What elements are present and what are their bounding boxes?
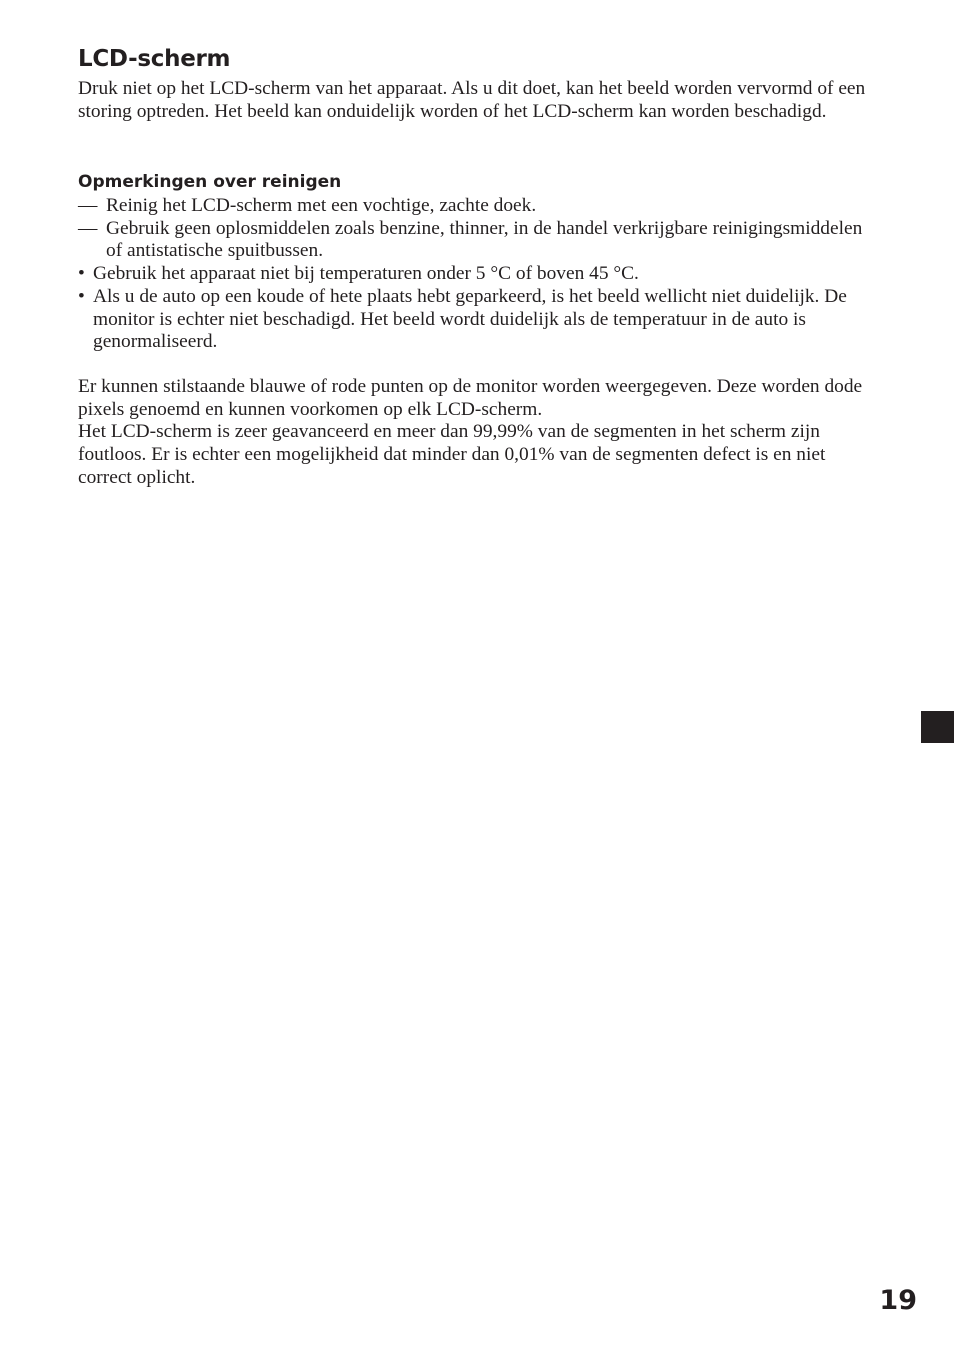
dash-marker: — [78, 195, 98, 216]
bullet-marker: • [78, 263, 85, 285]
cleaning-notes-list [78, 195, 878, 354]
list-item [78, 195, 878, 218]
intro-paragraph: Druk niet op het LCD-scherm van het apparaat. Als u dit doet, kan het beeld worden vervormd of een storing optreden. Het beeld kan onduidelijk worden of het LCD-scherm kan worden beschadigd. [78, 78, 866, 122]
bullet-marker: • [78, 285, 85, 307]
page-number: 19 [879, 1285, 917, 1316]
dead-pixels-paragraph: Er kunnen stilstaande blauwe of rode punten op de monitor worden weergegeven. Deze worden dode pixels genoemd en kunnen voorkomen op elk LCD-scherm. [78, 376, 863, 420]
list-item-text: Gebruik het apparaat niet bij temperaturen onder 5 °C of boven 45 °C. [93, 263, 639, 285]
dead-pixels-section [78, 376, 868, 490]
section-tab-marker [921, 711, 954, 743]
list-item [78, 263, 878, 286]
list-item-text: Gebruik geen oplosmiddelen zoals benzine, thinner, in de handel verkrijgbare reinigingsmiddelen of antistatische spuitbussen. [106, 217, 863, 262]
list-item-text: Reinig het LCD-scherm met een vochtige, zachte doek. [106, 195, 537, 216]
section-heading: LCD-scherm [78, 46, 231, 72]
list-item [78, 286, 878, 354]
lcd-segments-paragraph: Het LCD-scherm is zeer geavanceerd en meer dan 99,99% van de segmenten in het scherm zijn foutloos. Er is echter een mogelijkheid dat minder dan 0,01% van de segmenten defect is en niet correct oplicht. [78, 421, 826, 488]
cleaning-notes-heading: Opmerkingen over reinigen [78, 172, 342, 192]
list-item-text: Als u de auto op een koude of hete plaats hebt geparkeerd, is het beeld wellicht niet duidelijk. De monitor is echter niet beschadigd. Het beeld wordt duidelijk als de temperatuur in de auto is genormaliseerd. [93, 285, 847, 353]
list-item [78, 218, 878, 263]
dash-marker: — [78, 217, 98, 239]
